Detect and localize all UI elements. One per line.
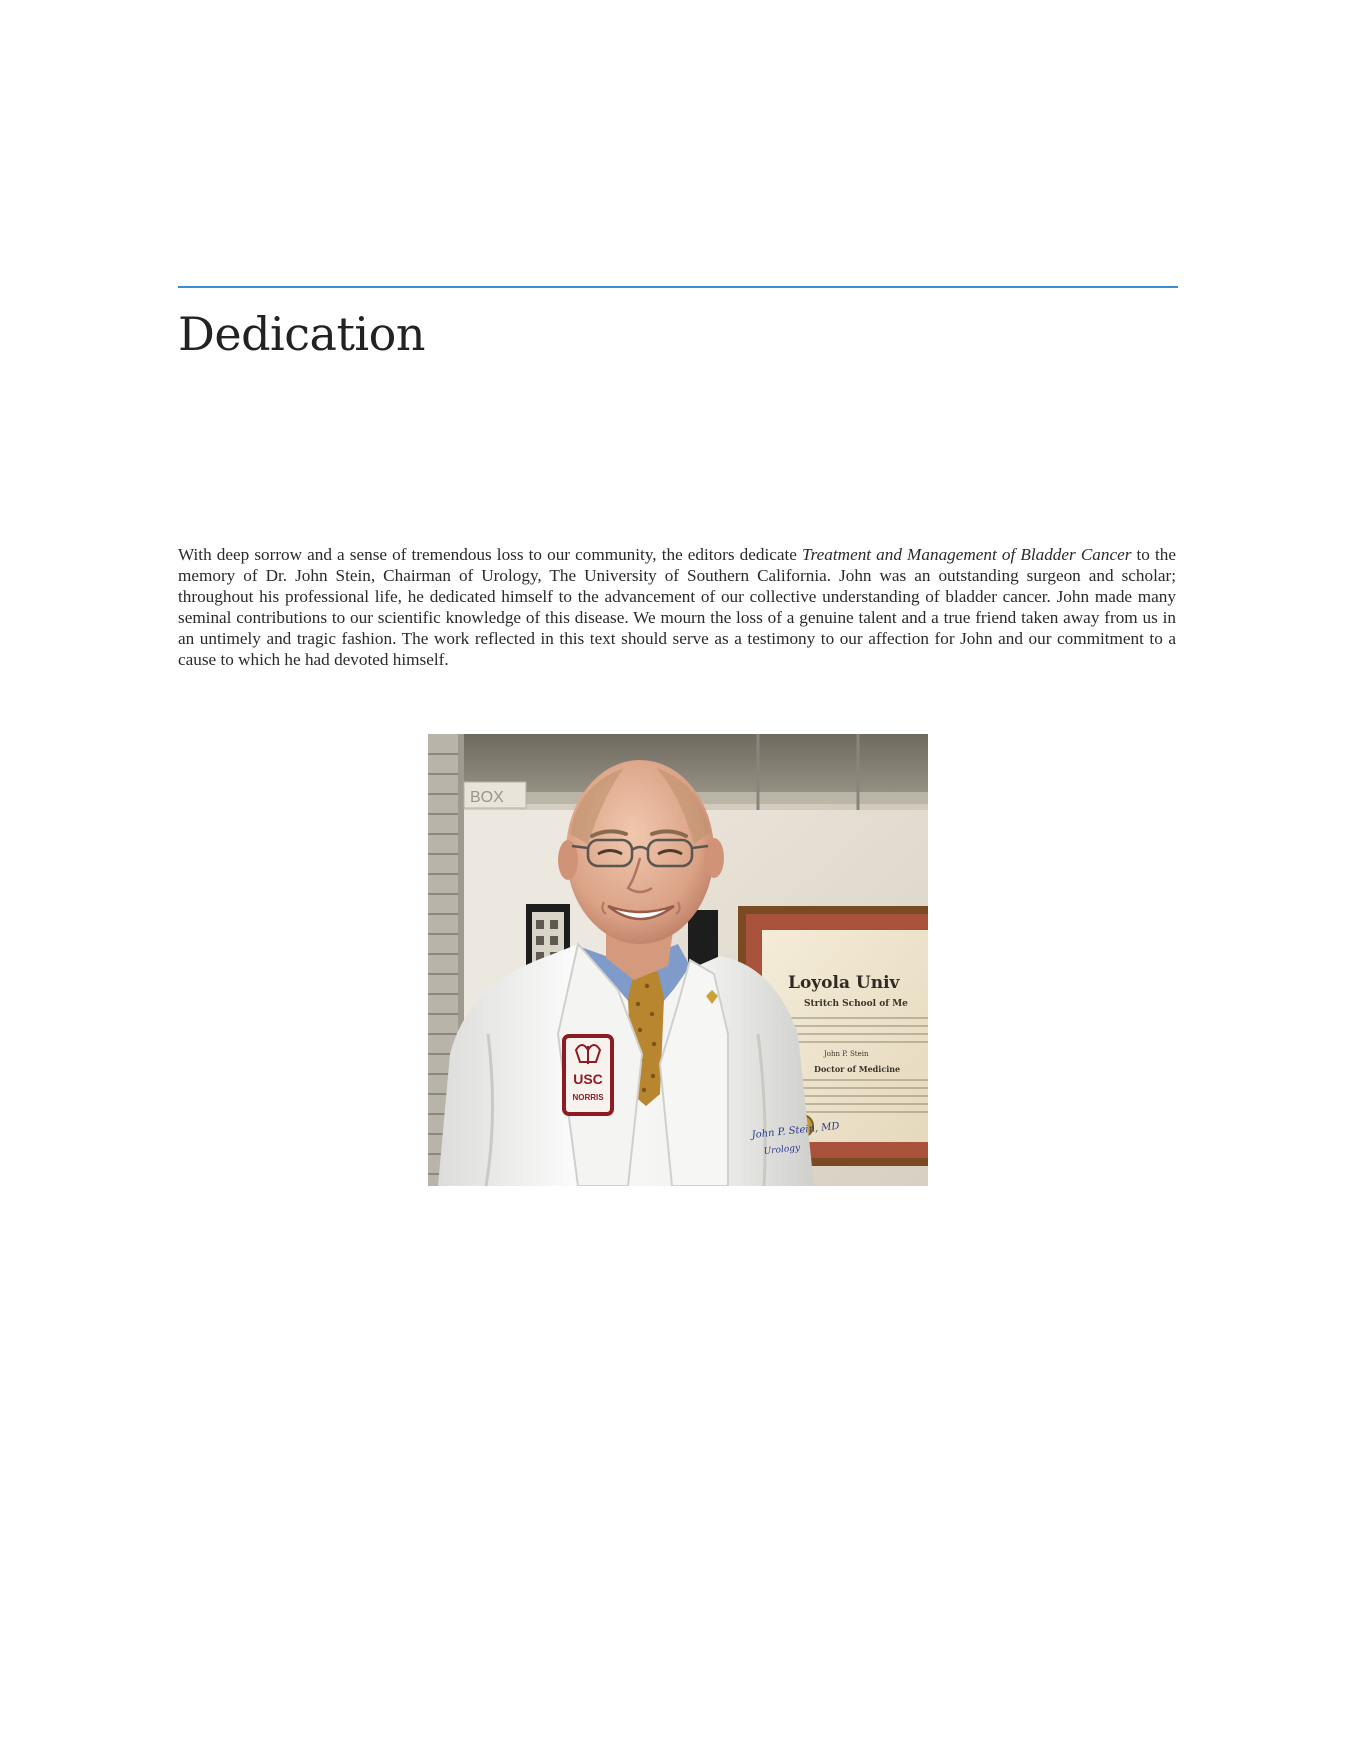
wall-sign-text: BOX [470,789,504,806]
book-title: Treatment and Management of Bladder Cancer [802,545,1132,564]
diploma-subheading: Stritch School of Me [804,999,908,1009]
dedication-paragraph [178,544,1176,670]
diploma-name: John P. Stein [824,1050,869,1058]
paragraph-lead-text: With deep sorrow and a sense of tremendous loss to our community, the editors dedicate [178,545,803,564]
patch-text-norris: NORRIS [572,1093,604,1102]
coat-embroidered-department: Urology [763,1143,801,1157]
patch-text-usc: USC [573,1071,603,1087]
diploma-heading: Loyola Univ [788,973,900,993]
diploma-degree: Doctor of Medicine [814,1064,901,1074]
page-title: Dedication [178,307,425,361]
portrait-photo [428,734,928,1186]
heading-rule [178,286,1178,288]
paragraph-remaining-text: to the memory of Dr. John Stein, Chairman of Urology, The University of Southern California. John was an outstanding surgeon and scholar; throughout his professional life, he dedicated himself to the advancement of our collective understanding of bladder cancer. John made many seminal contributions to our scientific knowledge of this disease. We mourn the loss of a genuine talent and a true friend taken away from us in an untimely and tragic fashion. The work reflected in this text should serve as a testimony to our affection for John and our commitment to a cause to which he had devoted himself. [178,545,1176,669]
coat-embroidered-name: John P. Stein, MD [751,1120,841,1141]
portrait-illustration [428,734,928,1186]
